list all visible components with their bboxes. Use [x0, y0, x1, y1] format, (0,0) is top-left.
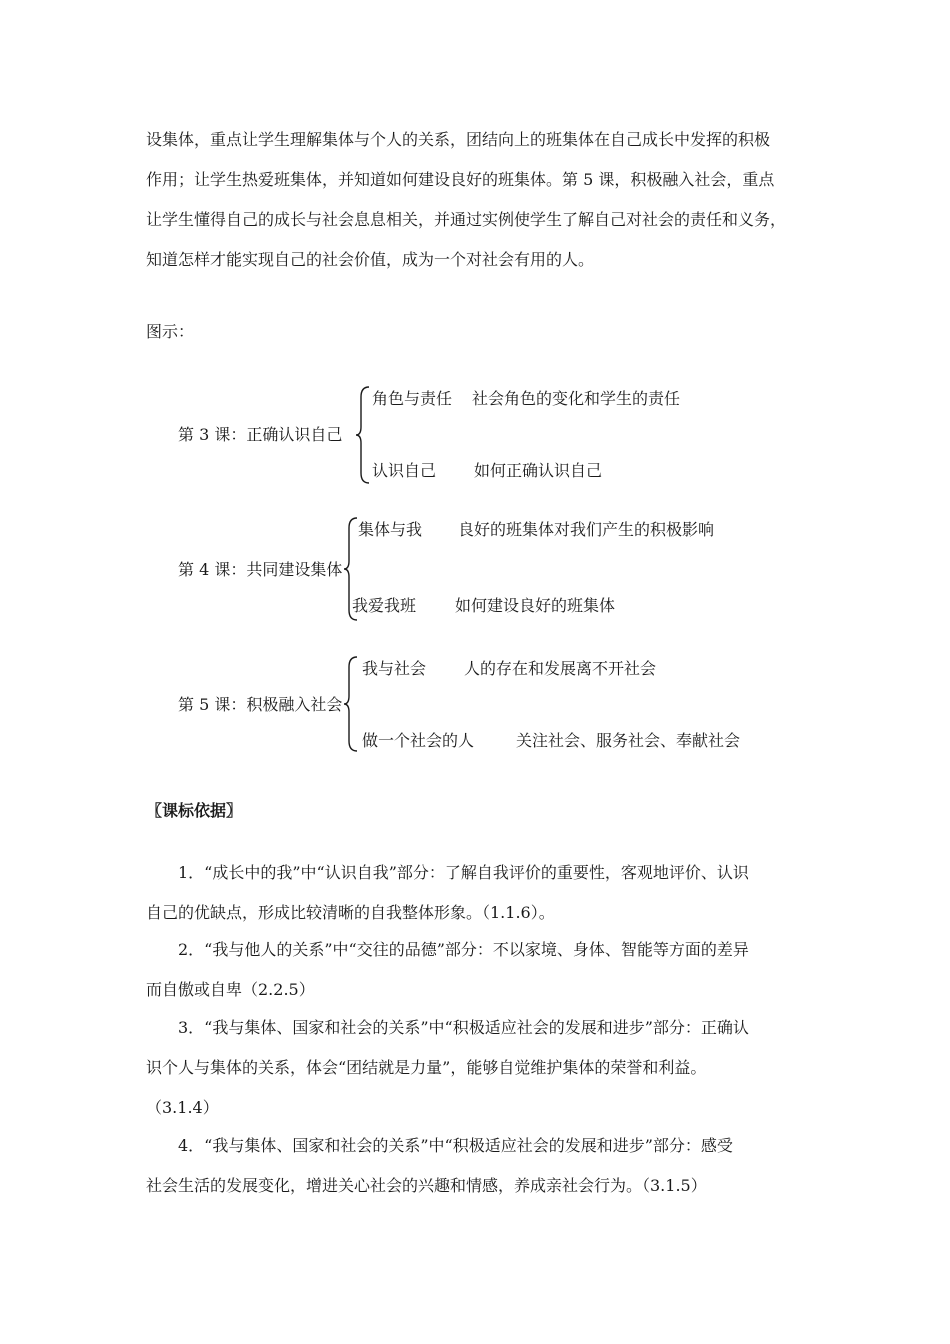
topic-detail: 如何正确认识自己 [474, 461, 603, 480]
lesson-title: 第 3 课：正确认识自己 [178, 425, 343, 444]
brace-icon [343, 655, 359, 753]
standard-line: 3．“我与集体、国家和社会的关系”中“积极适应社会的发展和进步”部分：正确认 [178, 1018, 749, 1037]
topic-detail: 关注社会、服务社会、奉献社会 [516, 731, 741, 750]
brace-icon [355, 385, 371, 485]
lesson-title: 第 5 课：积极融入社会 [178, 695, 343, 714]
topic-label: 做一个社会的人 [362, 731, 475, 750]
standard-line: 识个人与集体的关系，体会“团结就是力量”，能够自觉维护集体的荣誉和利益。 [146, 1058, 707, 1077]
section-heading: 〖课标依据〗 [146, 801, 243, 820]
topic-label: 我爱我班 [352, 596, 417, 615]
standard-line: 2．“我与他人的关系”中“交往的品德”部分：不以家境、身体、智能等方面的差异 [178, 940, 749, 959]
topic-detail: 良好的班集体对我们产生的积极影响 [458, 520, 715, 539]
topic-detail: 社会角色的变化和学生的责任 [472, 389, 681, 408]
topic-detail: 如何建设良好的班集体 [455, 596, 616, 615]
lesson-title: 第 4 课：共同建设集体 [178, 560, 343, 579]
intro-line: 作用；让学生热爱班集体，并知道如何建设良好的班集体。第 5 课，积极融入社会，重点 [146, 170, 775, 189]
diagram-label: 图示： [146, 322, 195, 341]
topic-label: 认识自己 [372, 461, 437, 480]
standard-line: 自己的优缺点，形成比较清晰的自我整体形象。（1.1.6）。 [146, 903, 555, 922]
topic-detail: 人的存在和发展离不开社会 [464, 659, 657, 678]
topic-label: 角色与责任 [372, 389, 453, 408]
topic-label: 集体与我 [358, 520, 423, 539]
intro-line: 让学生懂得自己的成长与社会息息相关，并通过实例使学生了解自己对社会的责任和义务， [146, 210, 787, 229]
intro-line: 知道怎样才能实现自己的社会价值，成为一个对社会有用的人。 [146, 250, 595, 269]
topic-label: 我与社会 [362, 659, 427, 678]
standard-line: 社会生活的发展变化，增进关心社会的兴趣和情感，养成亲社会行为。（3.1.5） [146, 1176, 707, 1195]
standard-line: 1．“成长中的我”中“认识自我”部分：了解自我评价的重要性，客观地评价、认识 [178, 863, 749, 882]
standard-line: 而自傲或自卑（2.2.5） [146, 980, 315, 999]
standard-line: 4．“我与集体、国家和社会的关系”中“积极适应社会的发展和进步”部分：感受 [178, 1136, 733, 1155]
intro-line: 设集体，重点让学生理解集体与个人的关系，团结向上的班集体在自己成长中发挥的积极 [146, 130, 771, 149]
standard-line: （3.1.4） [146, 1098, 219, 1117]
